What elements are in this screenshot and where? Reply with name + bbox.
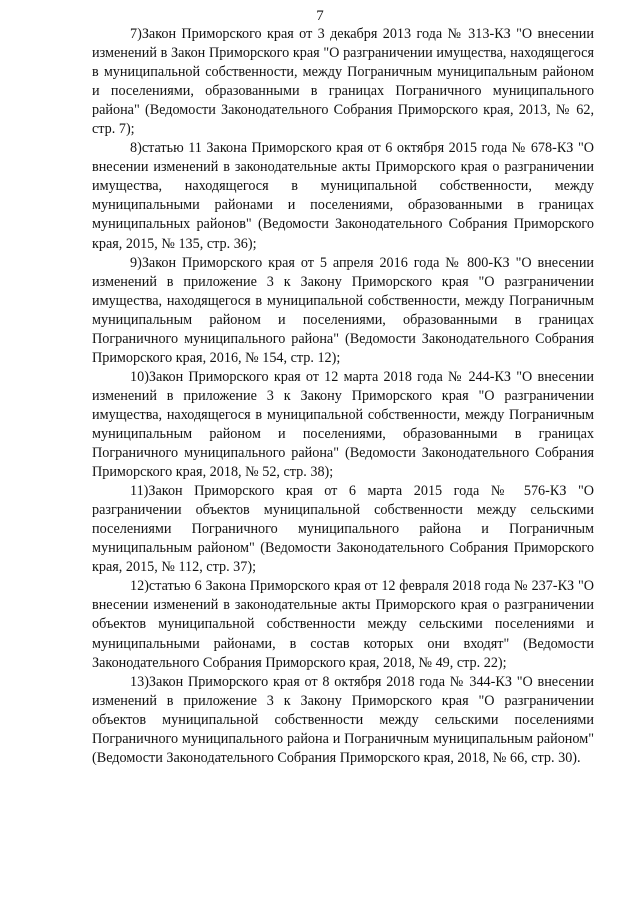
document-body <box>92 25 594 768</box>
list-item-9: 9)Закон Приморского края от 5 апреля 2016 года № 800-КЗ "О внесении изменений в приложение 3 к Закону Приморского края "О разграничении имущества, находящегося в муниципальной собственности, между Пограничным муниципальным районом и поселениями, образованными в границах Пограничного муниципального района" (Ведомости Законодательного Собрания Приморского края, 2016, № 154, стр. 12); <box>92 254 594 366</box>
list-item-11: 11)Закон Приморского края от 6 марта 2015 года № 576-КЗ "О разграничении объектов муниципальной собственности между сельскими поселениями Пограничного муниципального района и Пограничным муниципальным районом" (Ведомости Законодательного Собрания Приморского края, 2015, № 112, стр. 37); <box>92 483 594 576</box>
list-item-10: 10)Закон Приморского края от 12 марта 2018 года № 244-КЗ "О внесении изменений в приложение 3 к Закону Приморского края "О разграничении имущества, находящегося в муниципальной собственности, между Пограничным муниципальным районом и поселениями, образованными в границах Пограничного муниципального района" (Ведомости Законодательного Собрания Приморского края, 2018, № 52, стр. 38); <box>92 368 594 481</box>
page-number: 7 <box>316 8 324 24</box>
list-item-12: 12)статью 6 Закона Приморского края от 12 февраля 2018 года № 237-КЗ "О внесении изменений в законодательные акты Приморского края о разграничении объектов муниципальной собственности между сельскими поселениями и муниципальными районами, в состав которых они входят" (Ведомости Законодательного Собрания Приморского края, 2018, № 49, стр. 22); <box>92 578 594 671</box>
list-item-8: 8)статью 11 Закона Приморского края от 6 октября 2015 года № 678-КЗ "О внесении изменений в законодательные акты Приморского края о разграничении имущества, находящегося в муниципальной собственности, между муниципальными районами и поселениями, образованными в границах муниципальных районов" (Ведомости Законодательного Собрания Приморского края, 2015, № 135, стр. 36); <box>92 140 594 252</box>
list-item-13: 13)Закон Приморского края от 8 октября 2018 года № 344-КЗ "О внесении изменений в приложение 3 к Закону Приморского края "О разграничении объектов муниципальной собственности между сельскими поселениями Пограничного муниципального района и Пограничным муниципальным районом" (Ведомости Законодательного Собрания Приморского края, 2018, № 66, стр. 30). <box>92 673 594 766</box>
list-item-7: 7)Закон Приморского края от 3 декабря 2013 года № 313-КЗ "О внесении изменений в Закон Приморского края "О разграничении имущества, находящегося в муниципальной собственности, между Пограничным муниципальным районом и поселениями, образованными в границах Пограничного муниципального района" (Ведомости Законодательного Собрания Приморского края, 2013, № 62, стр. 7); <box>92 26 594 138</box>
